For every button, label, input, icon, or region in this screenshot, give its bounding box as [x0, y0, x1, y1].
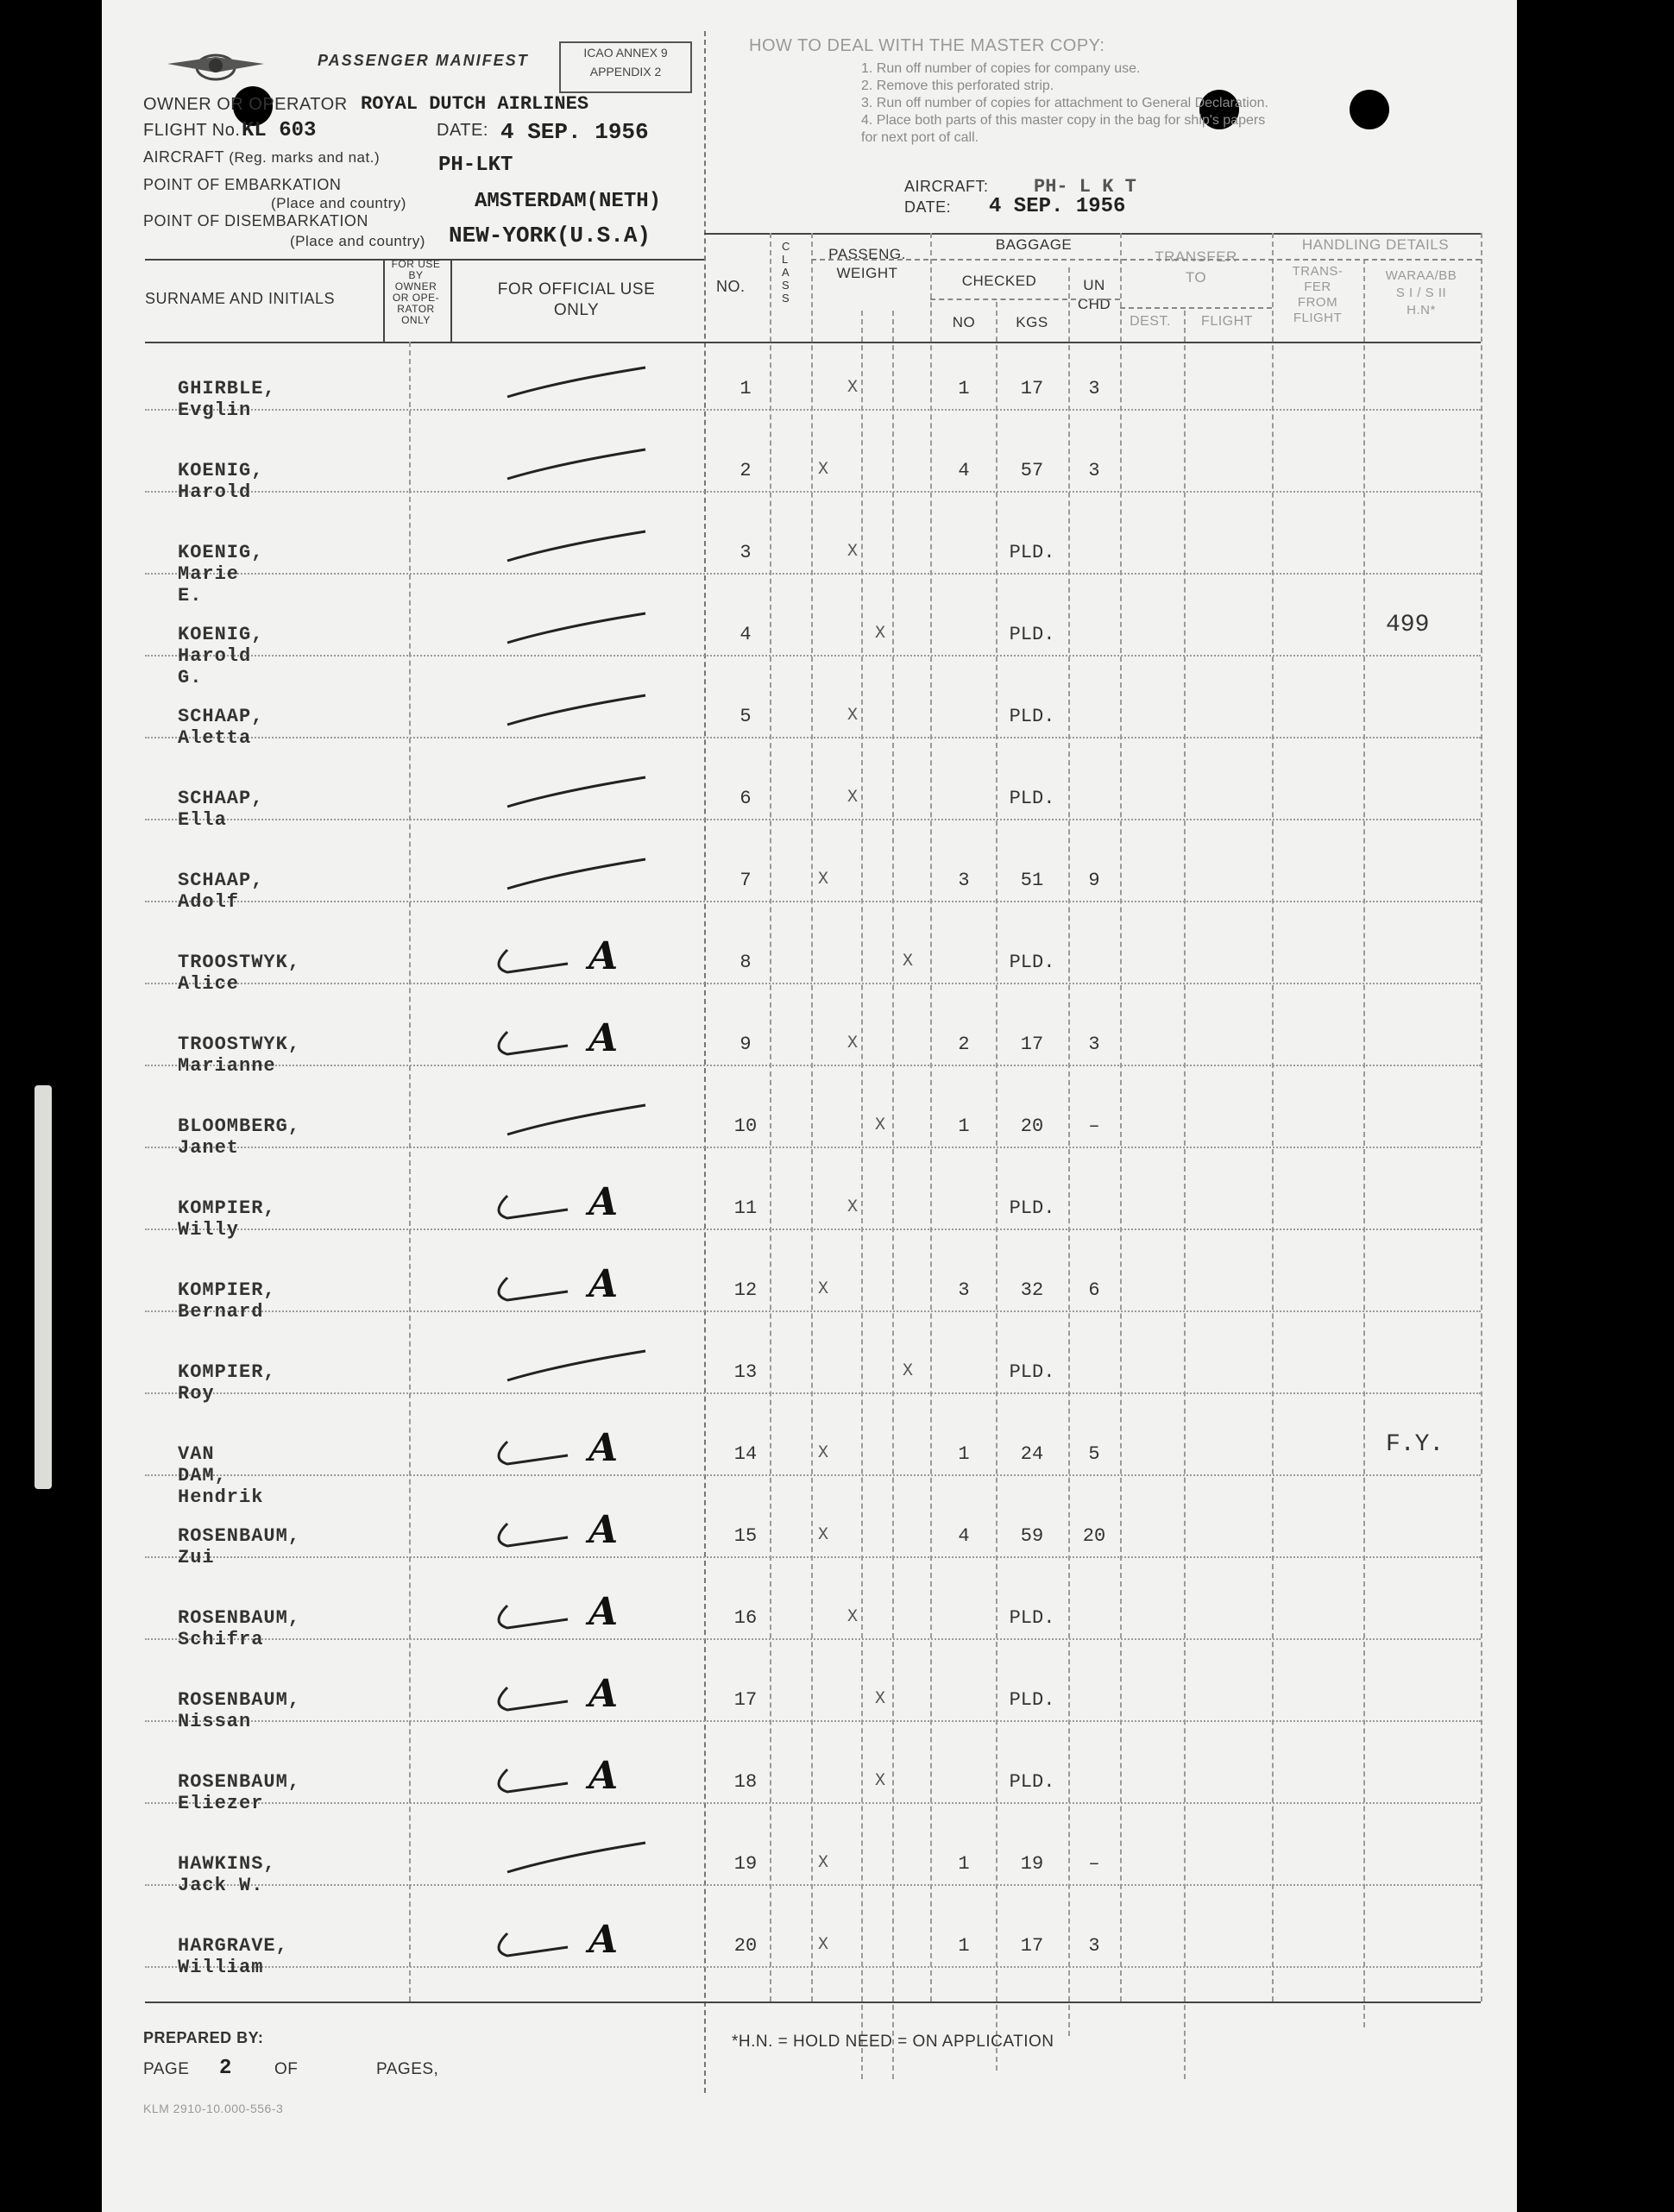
bag-kgs: PLD. [1009, 1197, 1055, 1219]
bag-kgs: PLD. [1009, 706, 1055, 727]
passenger-name: TROOSTWYK, Marianne [178, 1034, 301, 1077]
instruction-item: 3. Run off number of copies for attachment to General Declaration. [861, 96, 1268, 110]
bag-unchd: – [1088, 1853, 1100, 1875]
flight-value: KL 603 [242, 119, 317, 142]
check-stroke-icon [473, 1342, 663, 1394]
official-mark: A [588, 1918, 619, 1962]
aircraft-label [143, 148, 380, 167]
col-passeng [811, 245, 923, 283]
passenger-no: 8 [739, 952, 752, 973]
bag-kgs: PLD. [1009, 1607, 1055, 1629]
bag-no: 1 [958, 1115, 970, 1137]
col-by-owner-line: OR OPE- [392, 292, 440, 304]
class-mark: X [818, 1443, 829, 1463]
bag-kgs: 19 [1020, 1853, 1044, 1875]
page-label: PAGE [143, 2060, 190, 2078]
row-rule [145, 737, 1481, 738]
passenger-name: KOMPIER, Roy [178, 1361, 276, 1404]
check-stroke-icon [473, 769, 663, 820]
official-mark: A [588, 934, 619, 978]
bag-unchd: – [1088, 1115, 1100, 1137]
check-stroke-icon [473, 1260, 663, 1312]
passenger-no: 18 [733, 1771, 758, 1793]
passenger-name: ROSENBAUM, Schifra [178, 1607, 301, 1650]
check-stroke-icon [473, 1916, 663, 1968]
hn-note: *H.N. = HOLD NEED = ON APPLICATION [732, 2033, 1054, 2051]
bag-unchd: 6 [1088, 1279, 1100, 1301]
class-mark: X [847, 1607, 859, 1627]
passenger-name: KOMPIER, Willy [178, 1197, 276, 1241]
bag-no: 1 [958, 378, 970, 399]
passenger-no: 2 [739, 460, 752, 481]
passenger-name: ROSENBAUM, Eliezer [178, 1771, 301, 1814]
row-rule [145, 1884, 1481, 1886]
bag-kgs: PLD. [1009, 542, 1055, 563]
official-mark: A [588, 1180, 619, 1224]
instructions-title: HOW TO DEAL WITH THE MASTER COPY: [749, 36, 1105, 55]
bag-kgs: PLD. [1009, 1689, 1055, 1711]
passenger-no: 16 [733, 1607, 758, 1629]
passenger-name: ROSENBAUM, Nissan [178, 1689, 301, 1732]
pages-label: PAGES, [376, 2060, 439, 2078]
bag-unchd: 20 [1082, 1525, 1106, 1547]
passenger-name: BLOOMBERG, Janet [178, 1115, 301, 1159]
bag-kgs: 59 [1020, 1525, 1044, 1547]
flight-label: FLIGHT No. [143, 121, 241, 140]
col-rule [1481, 233, 1482, 2001]
form-code: KLM 2910-10.000-556-3 [143, 2102, 284, 2115]
col-transfer-from-line: TRANS- [1292, 264, 1344, 279]
row-rule [145, 1229, 1481, 1230]
header-divider [704, 31, 706, 2093]
check-stroke-icon [473, 1506, 663, 1558]
page-value: 2 [219, 2057, 232, 2080]
row-rule [145, 1802, 1481, 1804]
disembark-sub: (Place and country) [290, 233, 425, 249]
col-rule [811, 233, 813, 2001]
bag-kgs: PLD. [1009, 1771, 1055, 1793]
row-rule [145, 573, 1481, 575]
passenger-name: GHIRBLE, Evglin [178, 378, 276, 421]
bag-no: 3 [958, 870, 970, 891]
class-mark: X [818, 460, 829, 480]
class-mark: X [818, 1525, 829, 1545]
col-flight: FLIGHT [1201, 314, 1253, 329]
instr-date-label: DATE: [904, 198, 952, 216]
bag-no: 4 [958, 460, 970, 481]
of-label: OF [274, 2060, 299, 2078]
passenger-no: 19 [733, 1853, 758, 1875]
passenger-no: 12 [733, 1279, 758, 1301]
col-passeng-line: PASSENG. [828, 246, 906, 262]
subheader-rule [811, 259, 1481, 261]
passenger-name: KOMPIER, Bernard [178, 1279, 276, 1323]
bag-no: 1 [958, 1935, 970, 1957]
col-waraa [1363, 267, 1479, 319]
row-rule [145, 1638, 1481, 1640]
passenger-name: SCHAAP, Adolf [178, 870, 264, 913]
class-mark: X [847, 542, 859, 562]
bag-no: 1 [958, 1853, 970, 1875]
col-by-owner-line: OWNER [394, 280, 437, 292]
col-rule [1363, 259, 1365, 2027]
handling-note: F.Y. [1386, 1431, 1444, 1458]
instr-date-value: 4 SEP. 1956 [989, 195, 1126, 218]
row-rule [145, 655, 1481, 657]
check-stroke-icon [473, 523, 663, 575]
aircraft-label-text: AIRCRAFT [143, 148, 224, 166]
bag-no: 4 [958, 1525, 970, 1547]
passenger-name: VAN DAM, Hendrik [178, 1443, 264, 1508]
col-official [464, 280, 689, 321]
table-bottom-line [145, 2001, 1481, 2003]
passenger-no: 4 [739, 624, 752, 645]
row-rule [145, 1392, 1481, 1394]
col-surname: SURNAME AND INITIALS [145, 290, 336, 307]
passenger-no: 14 [733, 1443, 758, 1465]
bag-kgs: 24 [1020, 1443, 1044, 1465]
check-stroke-icon [473, 605, 663, 657]
bag-kgs: 17 [1020, 1034, 1044, 1055]
official-mark: A [588, 1754, 619, 1798]
check-stroke-icon [473, 1015, 663, 1066]
class-mark: X [875, 624, 886, 644]
row-rule [145, 1720, 1481, 1722]
col-transfer-from [1272, 264, 1363, 326]
bag-kgs: PLD. [1009, 624, 1055, 645]
date-label: DATE: [437, 121, 488, 140]
col-baggage: BAGGAGE [995, 236, 1073, 253]
passenger-name: TROOSTWYK, Alice [178, 952, 301, 995]
col-waraa-line: H.N* [1407, 303, 1436, 317]
bag-unchd: 3 [1088, 460, 1100, 481]
official-mark: A [588, 1672, 619, 1716]
owner-label: OWNER OR OPERATOR [143, 95, 348, 114]
passenger-no: 10 [733, 1115, 758, 1137]
table-header-bottom [145, 342, 1481, 343]
handling-note: 499 [1386, 612, 1430, 638]
check-stroke-icon [473, 687, 663, 738]
bag-kgs: 32 [1020, 1279, 1044, 1301]
punch-hole [1350, 90, 1389, 129]
official-mark: A [588, 1426, 619, 1470]
row-rule [145, 491, 1481, 493]
col-unchd-line: CHD [1077, 296, 1111, 312]
col-rule [996, 302, 997, 2071]
passenger-no: 1 [739, 378, 752, 399]
bag-kgs: 57 [1020, 460, 1044, 481]
class-mark: X [903, 952, 914, 971]
class-mark: X [875, 1771, 886, 1791]
official-mark: A [588, 1262, 619, 1306]
official-mark: A [588, 1508, 619, 1552]
check-stroke-icon [473, 441, 663, 493]
bag-no: 2 [958, 1034, 970, 1055]
col-unchd-line: UN [1083, 277, 1105, 293]
passenger-no: 15 [733, 1525, 758, 1547]
bag-unchd: 5 [1088, 1443, 1100, 1465]
manifest-page [102, 0, 1517, 2212]
passenger-name: HARGRAVE, William [178, 1935, 288, 1978]
col-waraa-line: WARAA/BB [1385, 268, 1457, 283]
col-by-owner-line: RATOR [397, 303, 435, 315]
passenger-no: 3 [739, 542, 752, 563]
table-top-line-right [704, 233, 1481, 235]
col-unchd [1068, 276, 1120, 314]
col-rule [383, 259, 385, 342]
row-rule [145, 1556, 1481, 1558]
row-rule [145, 901, 1481, 902]
instruction-item: 1. Run off number of copies for company use. [861, 61, 1141, 76]
passenger-no: 11 [733, 1197, 758, 1219]
check-stroke-icon [473, 851, 663, 902]
class-mark: X [818, 1279, 829, 1299]
col-transfer-line: TRANSFER [1155, 248, 1237, 265]
passenger-name: HAWKINS, Jack W. [178, 1853, 276, 1896]
passenger-name: SCHAAP, Aletta [178, 706, 264, 749]
passenger-no: 13 [733, 1361, 758, 1383]
disembark-value: NEW-YORK(U.S.A) [449, 223, 651, 248]
instruction-item: 2. Remove this perforated strip. [861, 79, 1054, 93]
row-rule [145, 409, 1481, 411]
col-by-owner [383, 259, 449, 326]
col-rule [1184, 311, 1186, 2079]
passenger-name: KOENIG, Harold [178, 460, 264, 503]
col-waraa-line: S I / S II [1395, 286, 1447, 300]
class-mark: X [847, 788, 859, 808]
instructions-list [861, 60, 1268, 147]
check-stroke-icon [473, 359, 663, 411]
icao-box [559, 41, 692, 93]
passenger-name: ROSENBAUM, Zui [178, 1525, 301, 1568]
bag-kgs: 20 [1020, 1115, 1044, 1137]
embark-sub: (Place and country) [271, 195, 406, 211]
icao-line-1: ICAO ANNEX 9 [583, 46, 668, 60]
check-stroke-icon [473, 1670, 663, 1722]
passenger-no: 7 [739, 870, 752, 891]
col-by-owner-line: ONLY [401, 314, 431, 326]
check-stroke-icon [473, 1834, 663, 1886]
bag-kgs: 17 [1020, 1935, 1044, 1957]
class-mark: X [847, 1034, 859, 1053]
passenger-no: 17 [733, 1689, 758, 1711]
subheader-rule [930, 298, 1120, 300]
class-mark: X [875, 1115, 886, 1135]
klm-logo-icon [164, 41, 285, 102]
official-mark: A [588, 1590, 619, 1634]
col-transfer [1120, 247, 1272, 288]
bag-kgs: PLD. [1009, 952, 1055, 973]
class-mark: X [818, 1935, 829, 1955]
passenger-no: 9 [739, 1034, 752, 1055]
bag-unchd: 3 [1088, 378, 1100, 399]
check-stroke-icon [473, 1178, 663, 1230]
col-transfer-from-line: FER [1304, 280, 1331, 294]
bag-kgs: 17 [1020, 378, 1044, 399]
aircraft-value: PH-LKT [438, 154, 513, 177]
col-dest: DEST. [1130, 314, 1171, 329]
disembark-label: POINT OF DISEMBARKATION [143, 212, 368, 229]
col-bag-no: NO [952, 314, 976, 330]
passenger-no: 6 [739, 788, 752, 809]
col-transfer-from-line: FLIGHT [1293, 311, 1343, 325]
class-mark: X [847, 1197, 859, 1217]
bag-unchd: 9 [1088, 870, 1100, 891]
bag-no: 3 [958, 1279, 970, 1301]
embark-value: AMSTERDAM(NETH) [475, 190, 662, 213]
col-checked: CHECKED [961, 273, 1037, 289]
col-rule [1272, 233, 1274, 2001]
embark-label: POINT OF EMBARKATION [143, 176, 342, 193]
col-class: C L A S S [782, 240, 790, 305]
class-mark: X [847, 706, 859, 726]
col-transfer-line: TO [1185, 269, 1207, 286]
perforated-strip [35, 1085, 52, 1489]
col-rule [861, 311, 863, 2079]
subheader-rule [1120, 307, 1272, 309]
check-stroke-icon [473, 1097, 663, 1148]
row-rule [145, 1065, 1481, 1066]
instr-aircraft-label: AIRCRAFT: [904, 178, 989, 195]
col-by-owner-line: BY [408, 269, 424, 281]
prepared-by-label: PREPARED BY: [143, 2029, 264, 2046]
passenger-name: KOENIG, Harold G. [178, 624, 264, 688]
row-rule [145, 1474, 1481, 1476]
col-transfer-from-line: FROM [1297, 295, 1338, 310]
class-mark: X [875, 1689, 886, 1709]
class-mark: X [818, 870, 829, 889]
icao-line-2: APPENDIX 2 [589, 65, 662, 79]
manifest-title: PASSENGER MANIFEST [318, 52, 529, 69]
check-stroke-icon [473, 1752, 663, 1804]
row-rule [145, 819, 1481, 820]
col-handling: HANDLING DETAILS [1301, 236, 1450, 253]
col-by-owner-line: FOR USE [391, 258, 441, 270]
instruction-item: 4. Place both parts of this master copy in the bag for ship's papers [861, 113, 1266, 128]
bag-kgs: 51 [1020, 870, 1044, 891]
class-mark: X [818, 1853, 829, 1873]
passenger-no: 5 [739, 706, 752, 727]
instruction-item: for next port of call. [861, 130, 979, 145]
row-rule [145, 1147, 1481, 1148]
aircraft-sub: (Reg. marks and nat.) [229, 149, 381, 166]
row-rule [145, 1966, 1481, 1968]
col-no: NO. [716, 278, 746, 295]
bag-no: 1 [958, 1443, 970, 1465]
owner-value: ROYAL DUTCH AIRLINES [361, 93, 589, 115]
class-mark: X [847, 378, 859, 398]
col-kgs: KGS [1016, 314, 1048, 330]
class-mark: X [903, 1361, 914, 1381]
row-rule [145, 1310, 1481, 1312]
bag-unchd: 3 [1088, 1034, 1100, 1055]
col-passeng-line: WEIGHT [836, 265, 898, 281]
bag-kgs: PLD. [1009, 788, 1055, 809]
date-value: 4 SEP. 1956 [500, 119, 649, 145]
passenger-no: 20 [733, 1935, 758, 1957]
col-rule [1120, 233, 1122, 2001]
col-rule [1068, 267, 1070, 2036]
bag-unchd: 3 [1088, 1935, 1100, 1957]
row-rule [145, 983, 1481, 984]
col-official-line: FOR OFFICIAL USE [497, 280, 656, 298]
col-rule [892, 311, 894, 2079]
bag-kgs: PLD. [1009, 1361, 1055, 1383]
col-official-line: ONLY [553, 301, 600, 319]
instr-aircraft-value: PH- L K T [1034, 176, 1136, 198]
passenger-name: SCHAAP, Ella [178, 788, 264, 831]
check-stroke-icon [473, 933, 663, 984]
check-stroke-icon [473, 1588, 663, 1640]
col-rule [409, 342, 411, 2001]
official-mark: A [588, 1016, 619, 1060]
col-rule [450, 259, 452, 342]
passenger-name: KOENIG, Marie E. [178, 542, 264, 606]
check-stroke-icon [473, 1424, 663, 1476]
